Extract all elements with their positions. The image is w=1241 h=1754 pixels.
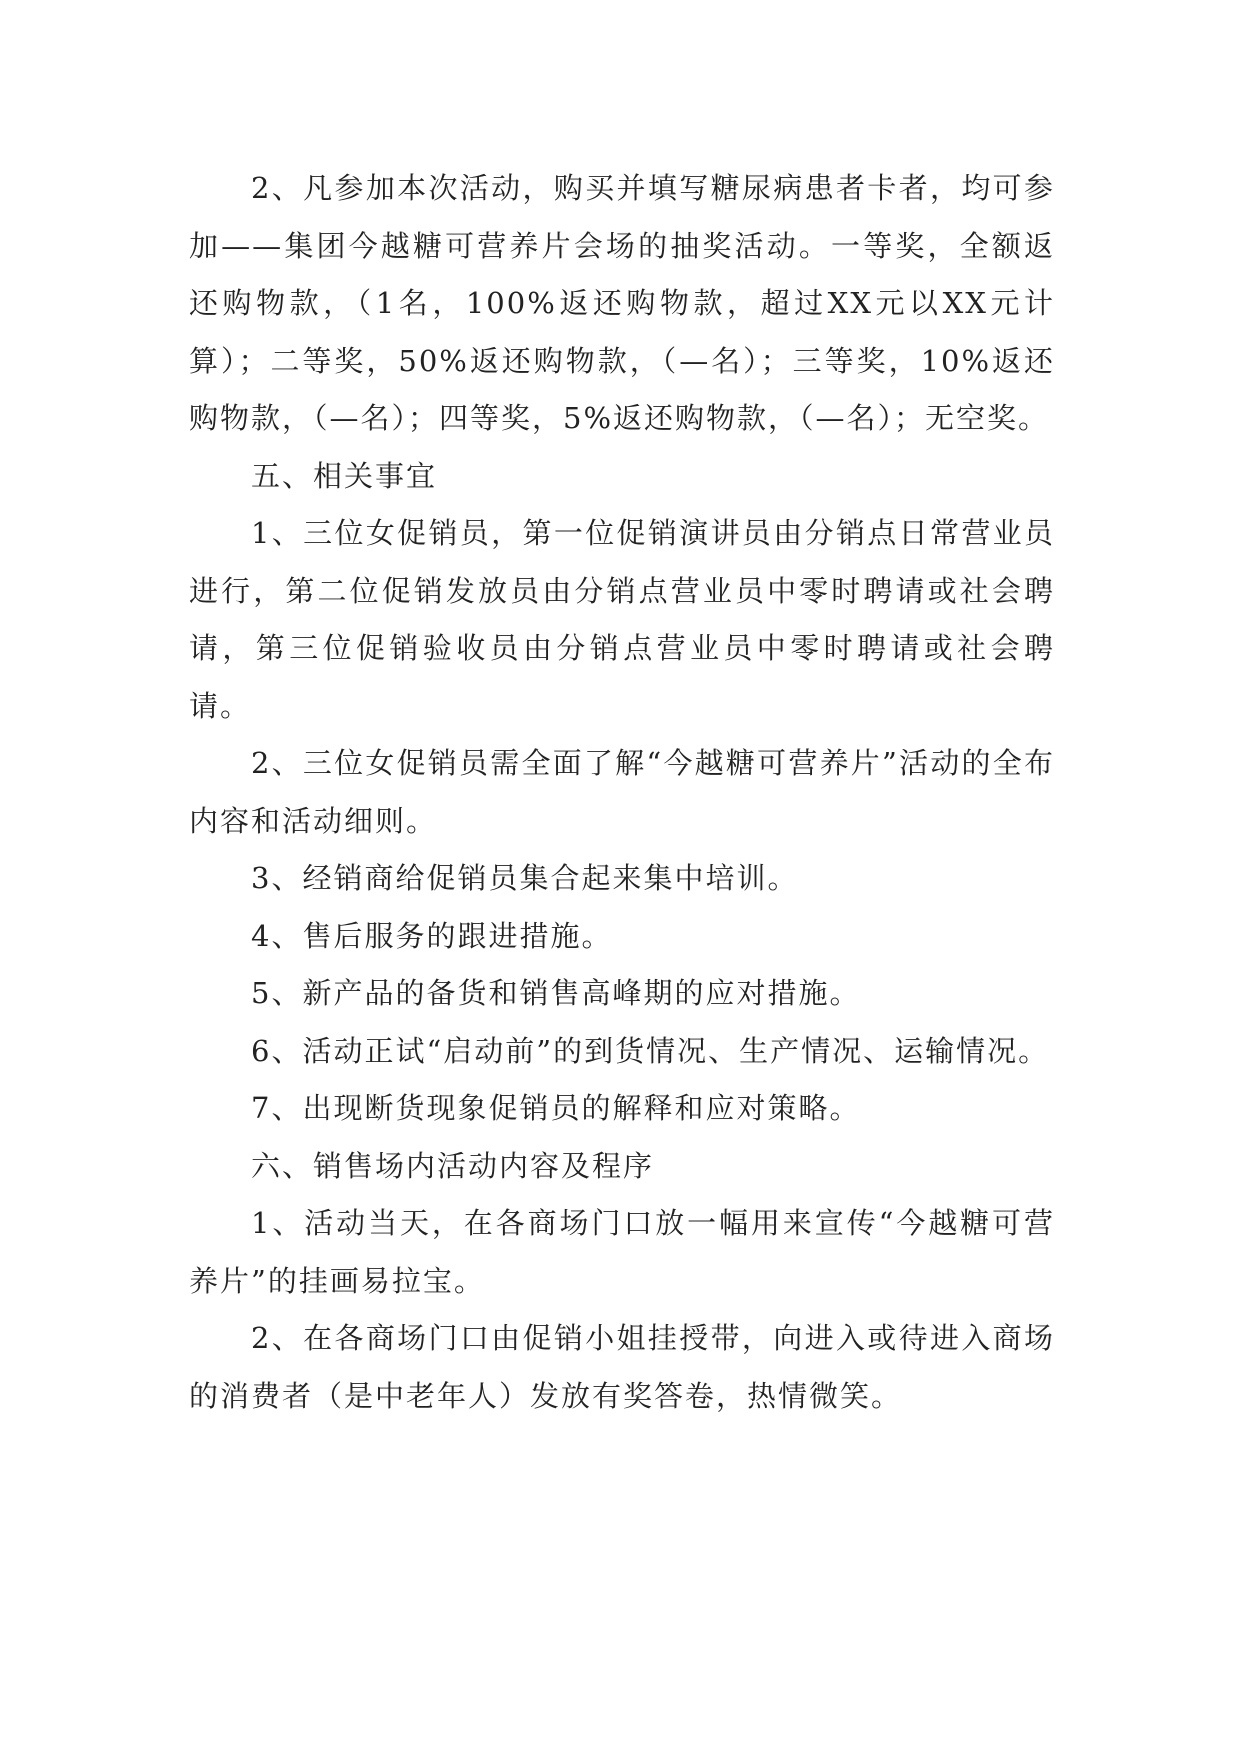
document-body xyxy=(189,160,1055,1425)
paragraph-questionnaire: 2、在各商场门口由促销小姐挂授带，向进入或待进入商场的消费者（是中老年人）发放有奖答卷，热情微笑。 xyxy=(189,1321,1055,1413)
section-heading-in-store-activities: 六、销售场内活动内容及程序 xyxy=(251,1148,655,1183)
paragraph-training: 3、经销商给促销员集合起来集中培训。 xyxy=(251,861,799,895)
section-heading-related-matters: 五、相关事宜 xyxy=(251,458,438,493)
paragraph-out-of-stock: 7、出现断货现象促销员的解释和应对策略。 xyxy=(251,1091,861,1125)
paragraph-banner: 1、活动当天，在各商场门口放一幅用来宣传“今越糖可营养片”的挂画易拉宝。 xyxy=(189,1206,1055,1298)
paragraph-pre-launch-status: 6、活动正试“启动前”的到货情况、生产情况、运输情况。 xyxy=(251,1033,1050,1068)
paragraph-after-sales: 4、售后服务的跟进措施。 xyxy=(251,918,613,953)
paragraph-promoters: 1、三位女促销员，第一位促销演讲员由分销点日常营业员进行，第二位促销发放员由分销点营业员中零时聘请或社会聘请，第三位促销验收员由分销点营业员中零时聘请或社会聘请。 xyxy=(189,516,1055,723)
paragraph-stock-preparation: 5、新产品的备货和销售高峰期的应对措施。 xyxy=(251,976,861,1010)
paragraph-prize-draw: 2、凡参加本次活动，购买并填写糖尿病患者卡者，均可参加——集团今越糖可营养片会场的抽奖活动。一等奖，全额返还购物款，（1名，100%返还购物款，超过XX元以XX元计算）；二等奖，50%返还购物款，（—名）；三等奖，10%返还购物款，（—名）；四等奖，5%返还购物款，（—名）；无空奖。 xyxy=(189,171,1055,435)
paragraph-promoter-knowledge: 2、三位女促销员需全面了解“今越糖可营养片”活动的全布内容和活动细则。 xyxy=(189,746,1055,838)
